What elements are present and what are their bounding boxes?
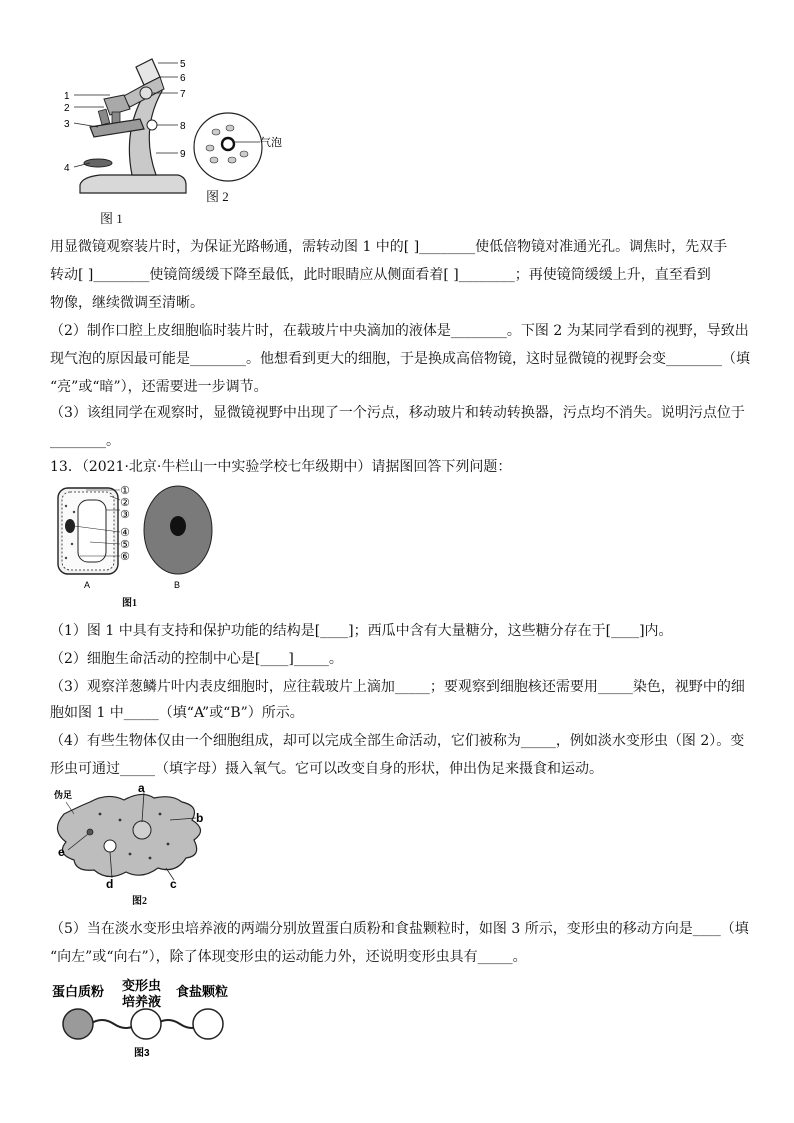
cell-label-1: ① bbox=[120, 485, 130, 497]
q12-line-1: 用显微镜观察装片时，为保证光路畅通，需转动图 1 中的[ ]________使低倍物镜对准通光孔。调焦时，先双手 bbox=[50, 239, 728, 255]
q13-line-7: （5）当在淡水变形虫培养液的两端分别放置蛋白质粉和食盐颗粒时，如图 3 所示，变形虫的移动方向是____（填 bbox=[50, 921, 749, 937]
amoeba-label-a: a bbox=[138, 784, 145, 795]
amoeba-figure bbox=[50, 784, 220, 896]
salt-dish bbox=[193, 1009, 223, 1039]
q13-line-8: “向左”或“向右”），除了体现变形虫的运动能力外，还说明变形虫具有_____。 bbox=[50, 949, 527, 965]
amoeba-label-d: d bbox=[106, 877, 114, 891]
q13-line-3: （3）观察洋葱鳞片叶内表皮细胞时，应往载玻片上滴加_____；要观察到细胞核还需要用_____染色，视野中的细 bbox=[50, 679, 745, 695]
q12-line-8: ________。 bbox=[50, 433, 120, 449]
protein-powder-label: 蛋白质粉 bbox=[52, 984, 105, 999]
fig3-caption: 图3 bbox=[134, 1048, 150, 1059]
q12-line-3: 物像，继续微调至清晰。 bbox=[50, 295, 204, 311]
culture-label-2: 培养液 bbox=[122, 994, 162, 1009]
fig1-number-9: 9 bbox=[180, 149, 186, 160]
cell-label-2: ② bbox=[120, 497, 130, 509]
pseudopod-label: 伪足 bbox=[54, 790, 73, 800]
fig1-number-5: 5 bbox=[180, 59, 186, 70]
amoeba-label-c: c bbox=[170, 877, 177, 891]
culture-label-1: 变形虫 bbox=[122, 978, 162, 993]
fig1-number-1: 1 bbox=[64, 91, 70, 102]
q12-line-7: （3）该组同学在观察时，显微镜视野中出现了一个污点，移动玻片和转动转换器，污点均不消失。说明污点位于 bbox=[50, 405, 745, 421]
amoeba-label-e: e bbox=[58, 845, 65, 859]
cell-b-label: B bbox=[174, 580, 181, 590]
q12-line-5: 现气泡的原因最可能是________。他想看到更大的细胞，于是换成高倍物镜，这时显微镜的视野会变________（填 bbox=[50, 351, 750, 367]
fig1-caption: 图 1 bbox=[100, 211, 123, 226]
q12-line-6: “亮”或“暗”），还需要进一步调节。 bbox=[50, 379, 268, 395]
fig1-number-2: 2 bbox=[64, 103, 70, 114]
q13-line-2: （2）细胞生命活动的控制中心是[____]_____。 bbox=[50, 651, 343, 667]
fig1-number-6: 6 bbox=[180, 73, 186, 84]
q13-heading: 13．（2021·北京·牛栏山一中实验学校七年级期中）请据图回答下列问题： bbox=[50, 459, 512, 475]
microscope-figure bbox=[60, 55, 200, 210]
field-of-view-figure bbox=[192, 110, 292, 190]
air-bubble bbox=[222, 138, 234, 150]
fig2-caption: 图 2 bbox=[206, 189, 229, 204]
cell-label-5: ⑤ bbox=[120, 539, 130, 551]
q13-line-1: （1）图 1 中具有支持和保护功能的结构是[____]；西瓜中含有大量糖分，这些糖分存在于[____]内。 bbox=[50, 623, 673, 639]
protein-dish bbox=[63, 1009, 93, 1039]
q13-line-4: 胞如图 1 中_____（填“A”或“B”）所示。 bbox=[50, 705, 304, 721]
chemotaxis-figure bbox=[48, 972, 248, 1062]
cell-label-6: ⑥ bbox=[120, 551, 130, 563]
salt-label: 食盐颗粒 bbox=[176, 984, 229, 999]
cells-figure bbox=[50, 482, 230, 594]
cell-label-4: ④ bbox=[120, 527, 130, 539]
cell-label-3: ③ bbox=[120, 509, 130, 521]
culture-dish bbox=[131, 1009, 161, 1039]
q12-line-2: 转动[ ]________使镜筒缓缓下降至最低，此时眼睛应从侧面看着[ ]________；再使镜筒缓缓上升，直至看到 bbox=[50, 267, 711, 283]
q13-line-5: （4）有些生物体仅由一个细胞组成，却可以完成全部生命活动，它们被称为_____，例如淡水变形虫（图 2）。变 bbox=[50, 733, 745, 749]
cell-a-label: A bbox=[84, 580, 91, 590]
fig1-number-3: 3 bbox=[64, 119, 70, 130]
q12-line-4: （2）制作口腔上皮细胞临时装片时，在载玻片中央滴加的液体是________。下图 2 为某同学看到的视野，导致出 bbox=[50, 323, 749, 339]
fig1-number-4: 4 bbox=[64, 163, 70, 174]
q13-fig2-caption: 图2 bbox=[132, 896, 147, 907]
bubble-label: 气泡 bbox=[260, 137, 282, 149]
fig1-number-8: 8 bbox=[180, 121, 186, 132]
q13-fig1-caption: 图1 bbox=[122, 598, 137, 609]
amoeba-label-b: b bbox=[196, 811, 204, 825]
fig1-number-7: 7 bbox=[180, 89, 186, 100]
q13-line-6: 形虫可通过_____（填字母）摄入氧气。它可以改变自身的形状，伸出伪足来摄食和运动。 bbox=[50, 761, 603, 777]
